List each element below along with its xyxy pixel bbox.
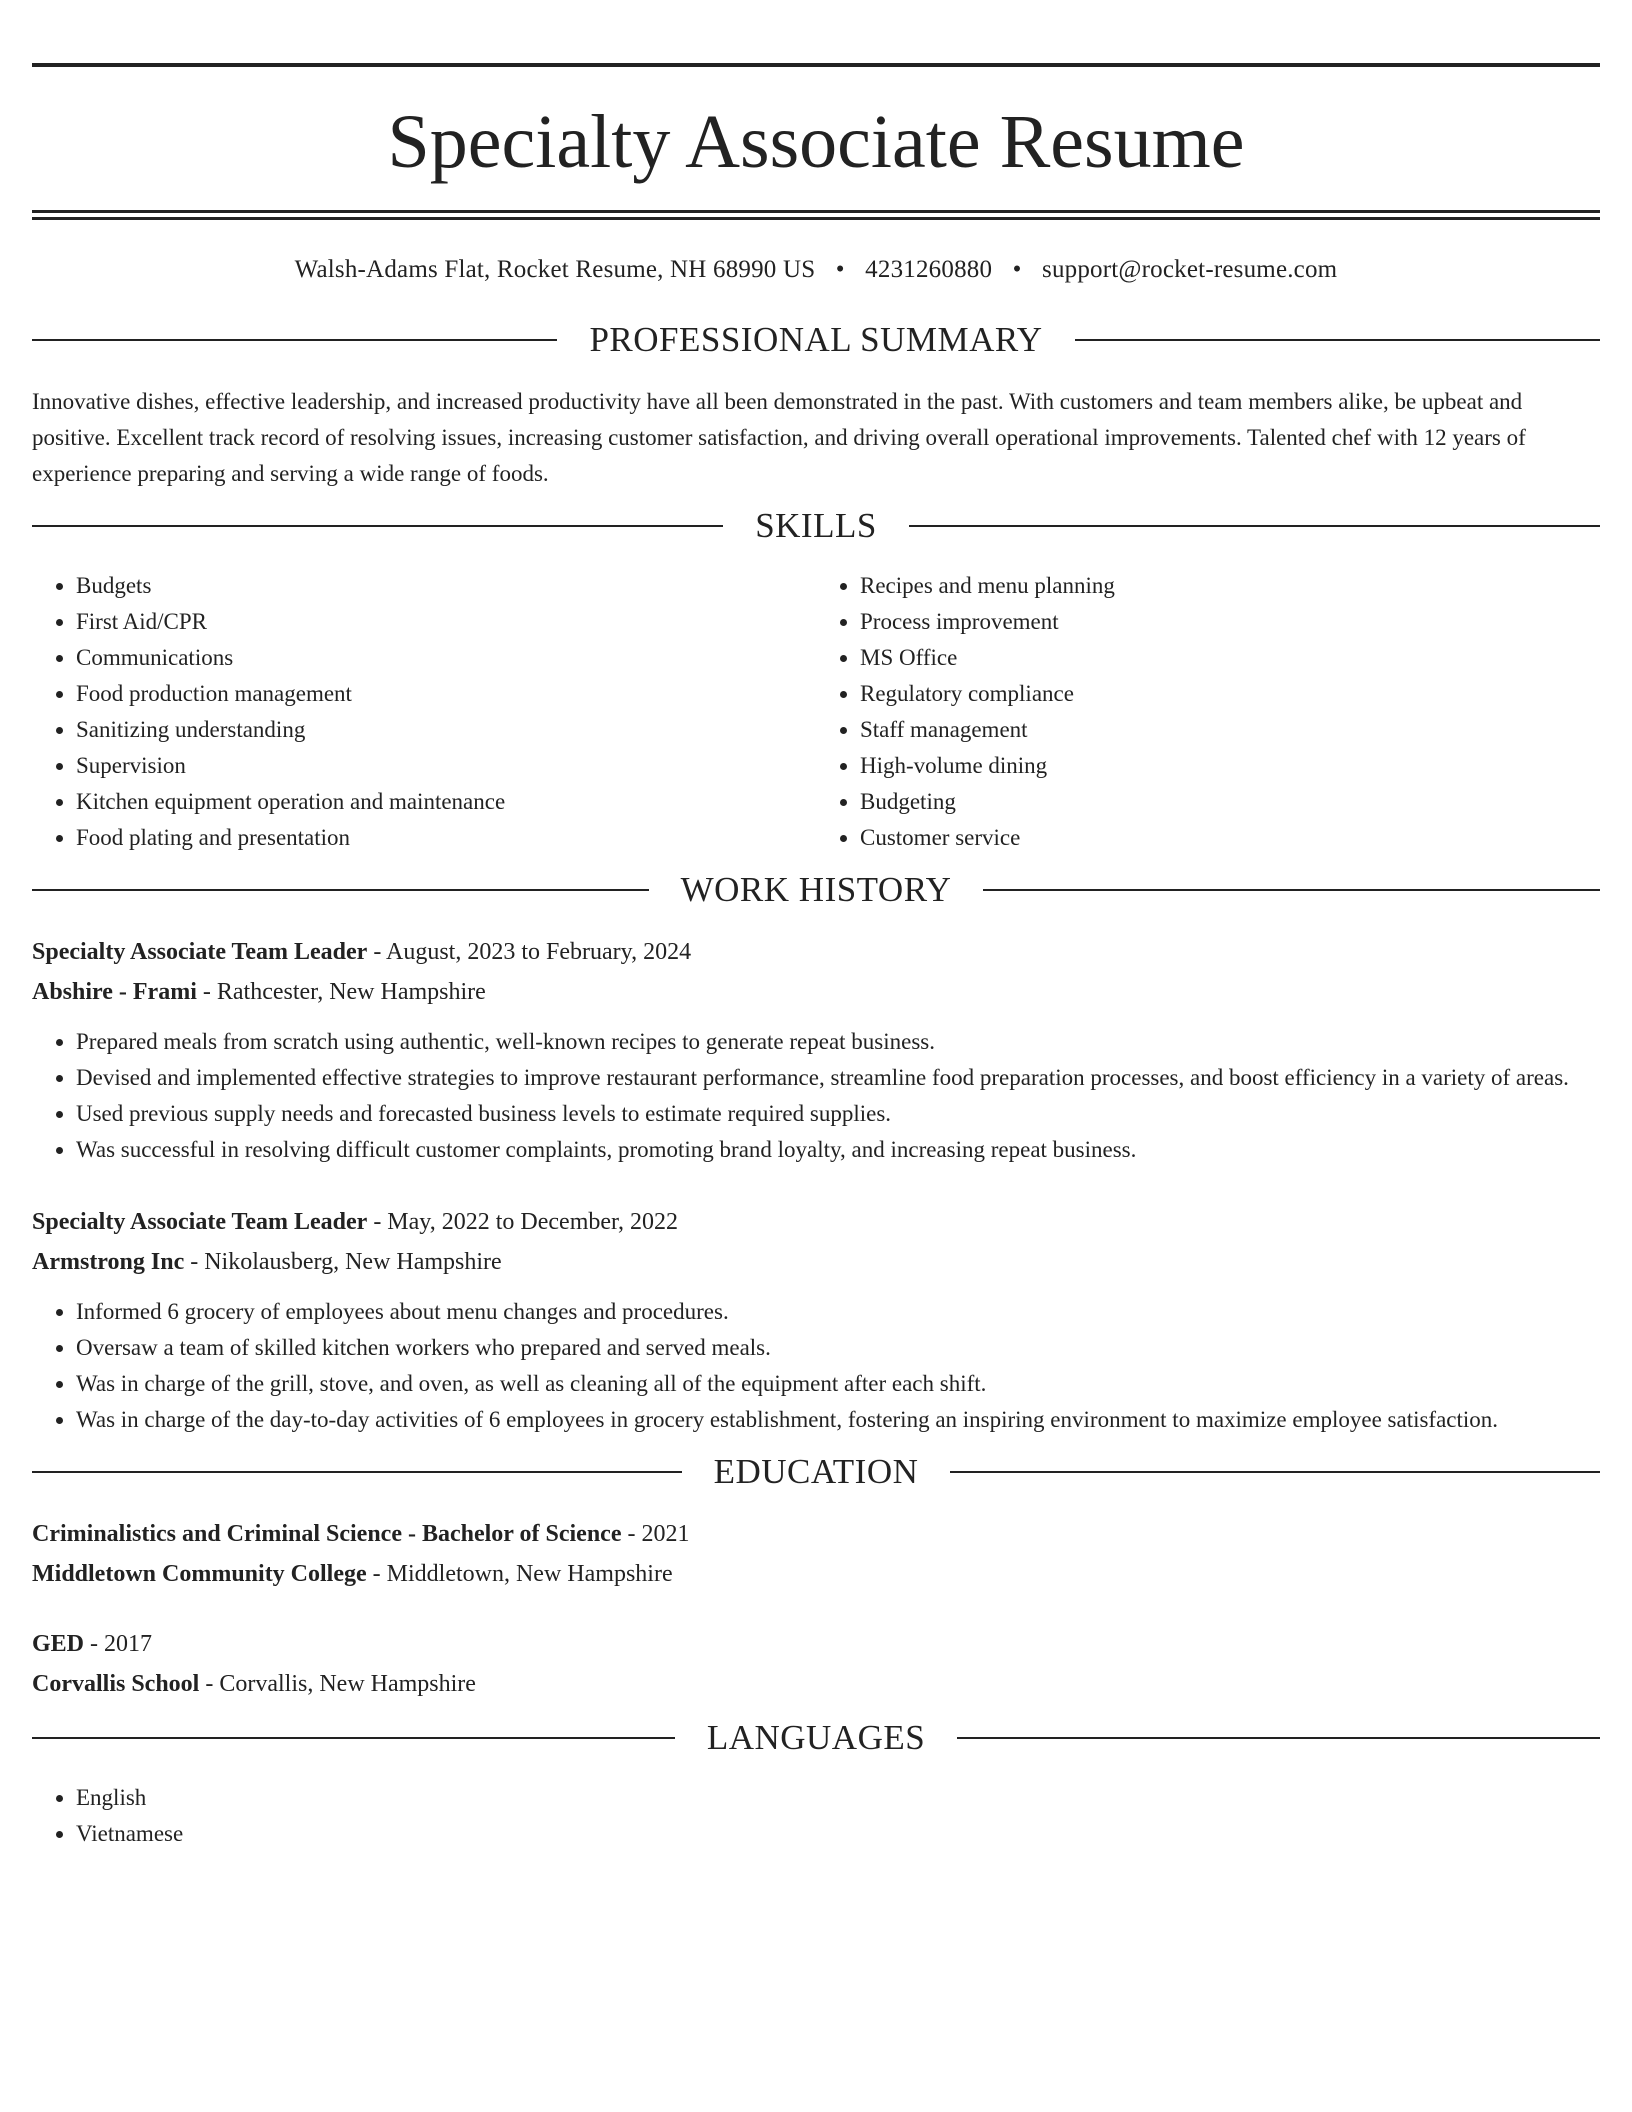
skill-item: • Regulatory compliance	[860, 676, 1600, 712]
resume-title: Specialty Associate Resume	[387, 100, 1245, 184]
job-bullet: • Was in charge of the grill, stove, and oven, as well as cleaning all of the equipment after each shift.	[76, 1366, 1600, 1402]
skill-item: • Staff management	[860, 712, 1600, 748]
education-degree: GED	[32, 1631, 85, 1657]
education-location: - Corvallis, New Hampshire	[199, 1671, 476, 1697]
skill-item: • Sanitizing understanding	[76, 712, 816, 748]
section-rule	[32, 525, 723, 527]
job-bullet: • Oversaw a team of skilled kitchen workers who prepared and served meals.	[76, 1330, 1600, 1366]
education-location: - Middletown, New Hampshire	[366, 1561, 673, 1587]
job-dates: - August, 2023 to February, 2024	[367, 939, 692, 965]
section-title-skills: SKILLS	[755, 506, 877, 545]
job-bullet: • Devised and implemented effective strategies to improve restaurant performance, streamline food preparation processes, and boost efficiency in a variety of areas.	[76, 1060, 1600, 1096]
job-company-line	[32, 1242, 1600, 1282]
section-rule	[983, 889, 1600, 891]
skill-item: • Budgeting	[860, 784, 1600, 820]
job-bullet: • Was in charge of the day-to-day activities of 6 employees in grocery establishment, fostering an inspiring environment to maximize employee satisfaction.	[76, 1402, 1600, 1438]
job-company: Armstrong Inc	[32, 1249, 185, 1275]
contact-info	[32, 256, 1600, 290]
top-rule	[32, 63, 1600, 67]
job-bullets	[32, 1024, 1600, 1168]
section-rule	[32, 889, 649, 891]
skill-item: • Food plating and presentation	[76, 820, 816, 856]
skill-item: • Budgets	[76, 568, 816, 604]
education-entry	[32, 1624, 1600, 1704]
education-degree-line	[32, 1514, 1600, 1554]
section-rule	[32, 1737, 675, 1739]
skill-item: • MS Office	[860, 640, 1600, 676]
skill-item: • Process improvement	[860, 604, 1600, 640]
job-entry	[32, 1202, 1600, 1438]
section-rule	[32, 339, 557, 341]
education-school-line	[32, 1554, 1600, 1594]
section-rule	[1075, 339, 1600, 341]
education-school: Corvallis School	[32, 1671, 200, 1697]
job-bullet: • Prepared meals from scratch using authentic, well-known recipes to generate repeat business.	[76, 1024, 1600, 1060]
skill-item: • First Aid/CPR	[76, 604, 816, 640]
education-degree-line	[32, 1624, 1600, 1664]
title-double-rule	[32, 210, 1600, 220]
languages-list	[32, 1780, 1600, 1852]
education-degree: Criminalistics and Criminal Science - Bachelor of Science	[32, 1521, 622, 1547]
job-location: - Nikolausberg, New Hampshire	[184, 1249, 502, 1275]
contact-email: support@rocket-resume.com	[1042, 256, 1338, 283]
skill-item: • High-volume dining	[860, 748, 1600, 784]
job-company-line	[32, 972, 1600, 1012]
job-title-line	[32, 1202, 1600, 1242]
contact-separator: •	[1012, 256, 1022, 283]
skills-column-left	[32, 568, 816, 856]
job-location: - Rathcester, New Hampshire	[196, 979, 486, 1005]
section-header-education	[32, 1452, 1600, 1492]
contact-address: Walsh-Adams Flat, Rocket Resume, NH 68990 US	[294, 256, 816, 283]
section-title-education: EDUCATION	[713, 1452, 919, 1491]
job-bullet: • Used previous supply needs and forecasted business levels to estimate required supplies.	[76, 1096, 1600, 1132]
section-rule	[32, 1471, 682, 1473]
contact-separator: •	[835, 256, 845, 283]
education-year: - 2021	[621, 1521, 690, 1547]
education-school: Middletown Community College	[32, 1561, 367, 1587]
job-company: Abshire - Frami	[32, 979, 197, 1005]
section-header-work	[32, 870, 1600, 910]
resume-page	[32, 0, 1600, 1852]
skill-item: • Recipes and menu planning	[860, 568, 1600, 604]
job-title: Specialty Associate Team Leader	[32, 1209, 368, 1235]
section-header-summary	[32, 320, 1600, 360]
job-dates: - May, 2022 to December, 2022	[367, 1209, 679, 1235]
job-bullet: • Was successful in resolving difficult customer complaints, promoting brand loyalty, and increasing repeat business.	[76, 1132, 1600, 1168]
skill-item: • Kitchen equipment operation and maintenance	[76, 784, 816, 820]
section-title-summary: PROFESSIONAL SUMMARY	[589, 320, 1043, 359]
section-title-languages: LANGUAGES	[706, 1718, 926, 1757]
job-title-line	[32, 932, 1600, 972]
education-entry	[32, 1514, 1600, 1594]
skills-list	[32, 568, 1600, 856]
section-header-skills	[32, 506, 1600, 546]
skill-item: • Food production management	[76, 676, 816, 712]
language-item: • English	[76, 1780, 1600, 1816]
section-header-languages	[32, 1718, 1600, 1758]
contact-phone: 4231260880	[865, 256, 993, 283]
education-year: - 2017	[84, 1631, 153, 1657]
section-title-work: WORK HISTORY	[680, 870, 952, 909]
skills-column-right	[816, 568, 1600, 856]
summary-text: Innovative dishes, effective leadership, and increased productivity have all been demonstrated in the past. With customers and team members alike, be upbeat and positive. Excellent track record of resolving issues, increasing customer satisfaction, and driving overall operational improvements. Talented chef with 12 years of experience preparing and serving a wide range of foods.	[32, 389, 1526, 486]
skill-item: • Customer service	[860, 820, 1600, 856]
education-school-line	[32, 1664, 1600, 1704]
section-rule	[909, 525, 1600, 527]
job-title: Specialty Associate Team Leader	[32, 939, 368, 965]
job-bullets	[32, 1294, 1600, 1438]
skill-item: • Supervision	[76, 748, 816, 784]
section-rule	[957, 1737, 1600, 1739]
section-rule	[950, 1471, 1600, 1473]
skill-item: • Communications	[76, 640, 816, 676]
job-entry	[32, 932, 1600, 1168]
job-bullet: • Informed 6 grocery of employees about menu changes and procedures.	[76, 1294, 1600, 1330]
language-item: • Vietnamese	[76, 1816, 1600, 1852]
